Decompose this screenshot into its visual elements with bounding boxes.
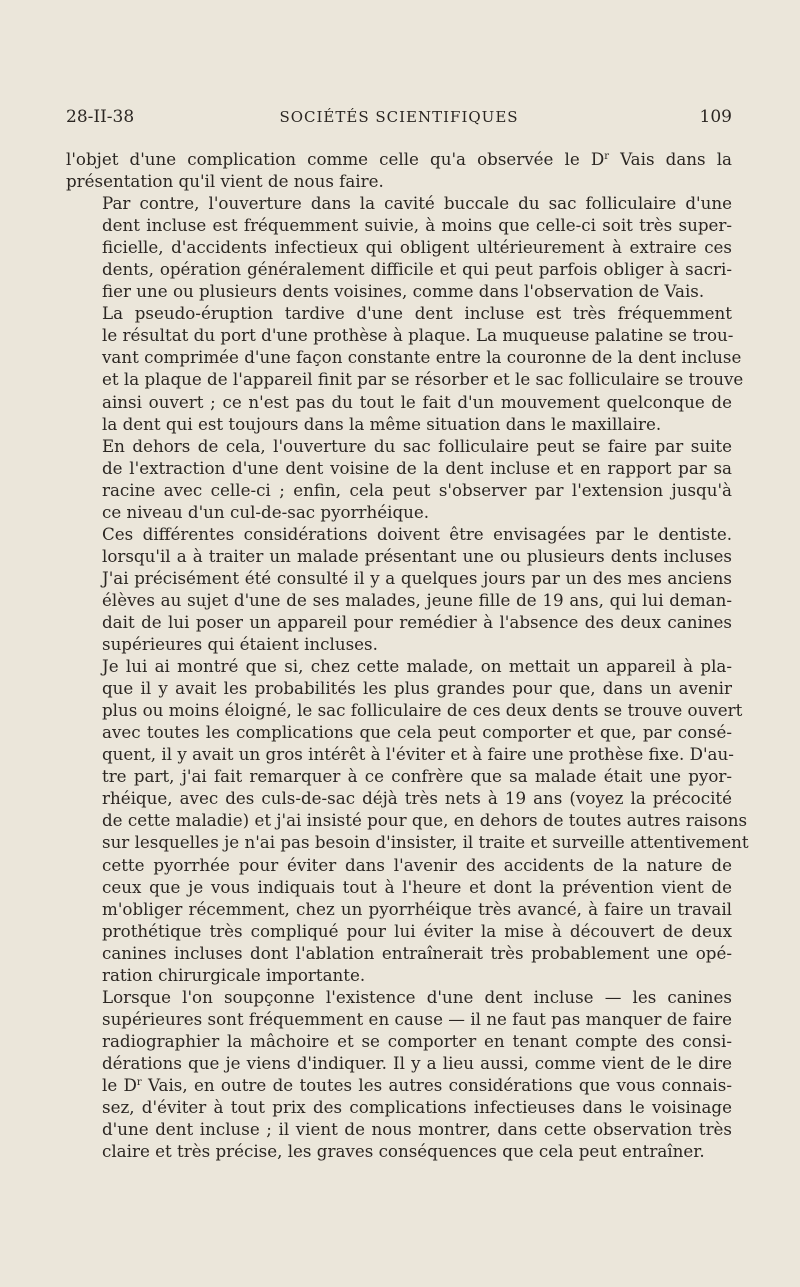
line-text: prothétique très compliqué pour lui éviter la mise à découvert de deux: [102, 920, 732, 941]
paragraph: [66, 523, 732, 655]
line-text: sez, d'éviter à tout prix des complications infectieuses dans le voisinage: [102, 1097, 732, 1118]
text-line: [66, 170, 732, 192]
text-line: [66, 523, 732, 545]
line-text: ficielle, d'accidents infectieux qui obligent ultérieurement à extraire ces: [102, 237, 732, 258]
line-text: vant comprimée d'une façon constante entre la couronne de la dent incluse: [102, 347, 742, 368]
text-line: [66, 391, 732, 413]
line-text: que il y avait les probabilités les plus grandes pour que, dans un avenir: [102, 678, 732, 699]
text-line: [66, 699, 743, 721]
line-text: ce niveau d'un cul-de-sac pyorrhéique.: [102, 501, 430, 522]
text-line: [66, 302, 732, 324]
text-line: [66, 413, 732, 435]
header-title: SOCIÉTÉS SCIENTIFIQUES: [279, 108, 519, 126]
text-line: [66, 1118, 732, 1140]
line-text: plus ou moins éloigné, le sac folliculaire de ces deux dents se trouve ouvert: [102, 700, 743, 721]
text-line: [66, 280, 732, 302]
text-line: [66, 964, 732, 986]
line-text: racine avec celle-ci ; enfin, cela peut s'observer par l'extension jusqu'à: [102, 479, 732, 500]
text-line: [66, 1096, 732, 1118]
header-date: 28-II-38: [66, 107, 135, 127]
text-line: [66, 479, 732, 501]
line-text: canines incluses dont l'ablation entraînerait très probablement une opé-: [102, 942, 732, 963]
text-line: [66, 1140, 732, 1162]
line-text: l'objet d'une complication comme celle qu'a observée le D: [66, 149, 605, 169]
text-line: [66, 346, 742, 368]
text-line: [66, 831, 749, 853]
text-line: [66, 567, 732, 589]
text-line: [66, 1074, 732, 1096]
text-line: [66, 1052, 732, 1074]
text-line: [66, 236, 732, 258]
body-text: [66, 148, 749, 1162]
text-line: [66, 942, 732, 964]
paragraph: [66, 435, 732, 523]
superscript: r: [604, 151, 610, 162]
line-text: dérations que je viens d'indiquer. Il y a lieu aussi, comme vient de le dire: [102, 1052, 732, 1073]
line-text: Je lui ai montré que si, chez cette malade, on mettait un appareil à pla-: [102, 656, 732, 677]
line-text: dents, opération généralement difficile et qui peut parfois obliger à sacri-: [102, 259, 732, 280]
line-text: rhéique, avec des culs-de-sac déjà très nets à 19 ans (voyez la précocité: [102, 788, 732, 809]
text-line: [66, 743, 732, 765]
text-line: [66, 655, 732, 677]
line-text: de l'extraction d'une dent voisine de la dent incluse et en rapport par sa: [102, 457, 732, 478]
line-text: quent, il y avait un gros intérêt à l'éviter et à faire une prothèse fixe. D'au-: [102, 744, 734, 765]
text-line: [66, 787, 732, 809]
paragraph: [66, 192, 732, 302]
text-line: [66, 324, 732, 346]
line-text-continued: Vais dans la: [609, 149, 732, 169]
line-text: J'ai précisément été consulté il y a quelques jours par un des mes anciens: [102, 567, 732, 588]
text-line: [66, 435, 732, 457]
line-text: de cette maladie) et j'ai insisté pour que, en dehors de toutes autres raisons: [102, 810, 748, 831]
line-text: lorsqu'il a à traiter un malade présentant une ou plusieurs dents incluses: [102, 545, 732, 566]
line-text: fier une ou plusieurs dents voisines, comme dans l'observation de Vais.: [102, 281, 705, 302]
text-line: [66, 611, 732, 633]
line-text: présentation qu'il vient de nous faire.: [66, 171, 384, 192]
line-text: claire et très précise, les graves conséquences que cela peut entraîner.: [102, 1141, 705, 1162]
line-text: radiographier la mâchoire et se comporter en tenant compte des consi-: [102, 1030, 732, 1051]
line-text: ceux que je vous indiquais tout à l'heure et dont la prévention vient de: [102, 876, 732, 897]
line-text: Ces différentes considérations doivent être envisagées par le dentiste.: [102, 523, 732, 544]
line-text: Lorsque l'on soupçonne l'existence d'une dent incluse — les canines: [102, 986, 732, 1007]
text-line: [66, 721, 732, 743]
line-text: le D: [102, 1074, 137, 1095]
page-number: 109: [699, 107, 732, 127]
line-text: le résultat du port d'une prothèse à plaque. La muqueuse palatine se trou-: [102, 325, 734, 346]
text-line: [66, 1008, 732, 1030]
line-text: et la plaque de l'appareil finit par se résorber et le sac folliculaire se trouve: [102, 369, 744, 390]
paragraph: [66, 148, 732, 192]
line-text: cette pyorrhée pour éviter dans l'avenir des accidents de la nature de: [102, 854, 732, 875]
line-text: élèves au sujet d'une de ses malades, jeune fille de 19 ans, qui lui deman-: [102, 589, 732, 610]
text-line: [66, 368, 744, 390]
paragraph: [66, 655, 749, 986]
paragraph: [66, 302, 744, 434]
text-line: [66, 192, 732, 214]
text-line: [66, 898, 732, 920]
text-line: [66, 809, 748, 831]
line-text: tre part, j'ai fait remarquer à ce confrère que sa malade était une pyor-: [102, 766, 732, 787]
line-text: La pseudo-éruption tardive d'une dent incluse est très fréquemment: [102, 303, 732, 324]
text-line: [66, 589, 732, 611]
text-line: [66, 677, 732, 699]
line-text: Par contre, l'ouverture dans la cavité buccale du sac folliculaire d'une: [102, 193, 732, 214]
paragraph: [66, 986, 732, 1162]
line-text: dent incluse est fréquemment suivie, à moins que celle-ci soit très super-: [102, 215, 732, 236]
text-line: [66, 148, 732, 170]
text-line: [66, 457, 732, 479]
line-text: ration chirurgicale importante.: [102, 964, 366, 985]
text-line: [66, 986, 732, 1008]
text-line: [66, 854, 732, 876]
text-line: [66, 1030, 732, 1052]
line-text: sur lesquelles je n'ai pas besoin d'insister, il traite et surveille attentivement: [102, 832, 749, 853]
text-line: [66, 765, 732, 787]
line-text-continued: Vais, en outre de toutes les autres considérations que vous connais-: [141, 1074, 732, 1095]
line-text: ainsi ouvert ; ce n'est pas du tout le fait d'un mouvement quelconque de: [102, 391, 732, 412]
line-text: m'obliger récemment, chez un pyorrhéique très avancé, à faire un travail: [102, 898, 732, 919]
text-line: [66, 920, 732, 942]
line-text: avec toutes les complications que cela peut comporter et que, par consé-: [102, 722, 732, 743]
text-line: [66, 876, 732, 898]
text-line: [66, 214, 732, 236]
line-text: supérieures sont fréquemment en cause — il ne faut pas manquer de faire: [102, 1008, 732, 1029]
running-header: [66, 104, 732, 130]
line-text: dait de lui poser un appareil pour remédier à l'absence des deux canines: [102, 611, 732, 632]
line-text: supérieures qui étaient incluses.: [102, 634, 378, 655]
line-text: d'une dent incluse ; il vient de nous montrer, dans cette observation très: [102, 1119, 732, 1140]
line-text: En dehors de cela, l'ouverture du sac folliculaire peut se faire par suite: [102, 435, 732, 456]
text-line: [66, 501, 732, 523]
text-line: [66, 633, 732, 655]
line-text: la dent qui est toujours dans la même situation dans le maxillaire.: [102, 413, 662, 434]
text-line: [66, 258, 732, 280]
superscript: r: [136, 1076, 142, 1088]
text-line: [66, 545, 732, 567]
